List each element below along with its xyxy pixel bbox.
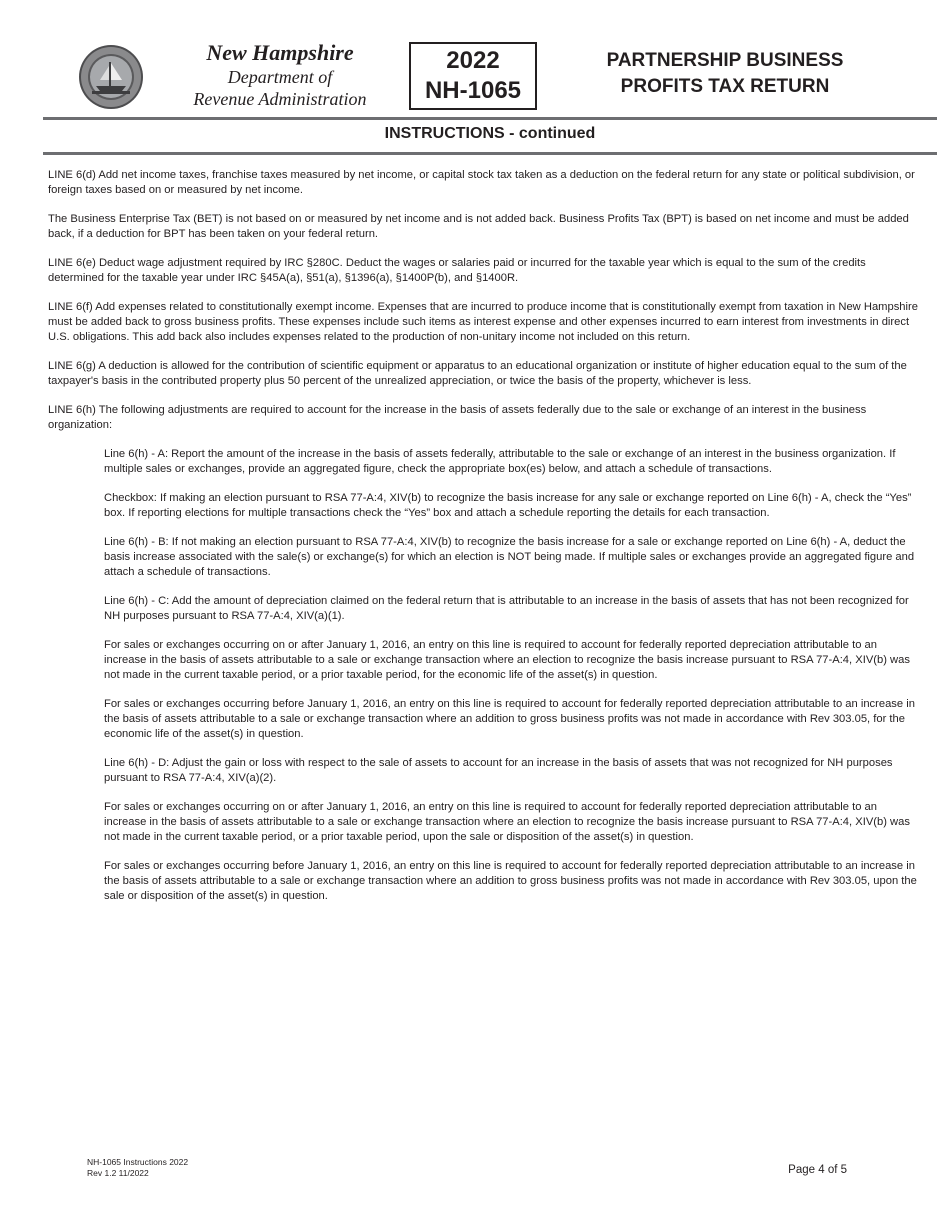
agency-department-line1: Department of — [227, 67, 333, 87]
page-number: Page 4 of 5 — [788, 1164, 847, 1176]
form-title-line2: PROFITS TAX RETURN — [620, 76, 830, 97]
paragraph-line-6h: LINE 6(h) The following adjustments are required to account for the increase in the basis of assets federally due to the sale or exchange of an interest in the business organization: — [48, 404, 867, 431]
footer-doc-title: NH-1065 Instructions 2022 — [87, 1157, 189, 1167]
paragraph-line-6f: LINE 6(f) Add expenses related to constitutionally exempt income. Expenses that are incurred to produce income that is constitutionally exempt from taxation in New Hampshire must be added back to gross business profits. These expenses include such items as interest expense and other expenses incurred to earn interest from investments in direct U.S. obligations. This add back also includes expenses related to the production of non-unitary income not included on this return. — [48, 301, 918, 343]
form-title — [570, 48, 880, 100]
paragraph-line-6h-c: Line 6(h) - C: Add the amount of depreciation claimed on the federal return that is attributable to an increase in the basis of assets that has not been recognized for NH purposes pursuant to RSA 77-A:4, XIV(a)(1). — [104, 595, 909, 622]
paragraph-line-6e: LINE 6(e) Deduct wage adjustment required by IRC §280C. Deduct the wages or salaries paid or incurred for the taxable year which is equal to the sum of the credits determined for the taxable year under IRC §45A(a), §51(a), §1396(a), §1400P(b), and §1400R. — [48, 257, 866, 284]
form-number: NH-1065 — [424, 77, 522, 104]
paragraph-bet-bpt: The Business Enterprise Tax (BET) is not based on or measured by net income and is not added back. Business Profits Tax (BPT) is based on net income and must be added back, if a deduction for BPT has been taken on your federal return. — [48, 213, 909, 240]
agency-name-block — [160, 40, 400, 110]
paragraph-6h-c-before-2016: For sales or exchanges occurring before January 1, 2016, an entry on this line is required to account for federally reported depreciation attributable to an increase in the basis of assets attributable to a sale or exchange transaction where an addition to gross business profits was not made in accordance with Rev 303.05, for the economic life of the asset(s) in question. — [104, 698, 915, 740]
paragraph-6h-d-after-2016: For sales or exchanges occurring on or after January 1, 2016, an entry on this line is required to account for federally reported depreciation attributable to an increase in the basis of assets attributable to a sale or exchange transaction where an election to recognize the basis increase pursuant to RSA 77-A:4, XIV(b) was not made in the current taxable period, or a prior taxable period, upon the sale or disposition of the asset(s) in question. — [104, 801, 910, 843]
form-year: 2022 — [446, 47, 500, 74]
footer-revision: Rev 1.2 11/2022 — [87, 1168, 149, 1178]
paragraph-checkbox: Checkbox: If making an election pursuant to RSA 77-A:4, XIV(b) to recognize the basis increase for any sale or exchange reported on Line 6(h) - A, check the “Yes” box. If reporting elections for multiple transactions check the “Yes” box and attach a schedule reporting the details for each transaction. — [104, 492, 912, 519]
agency-department-line2: Revenue Administration — [193, 89, 367, 109]
paragraph-6h-c-after-2016: For sales or exchanges occurring on or after January 1, 2016, an entry on this line is required to account for federally reported depreciation attributable to an increase in the basis of assets attributable to a sale or exchange transaction where an election to recognize the basis increase pursuant to RSA 77-A:4, XIV(b) was not made in the current taxable period, or a prior taxable period, for the economic life of the asset(s) in question. — [104, 639, 910, 681]
paragraph-line-6h-a: Line 6(h) - A: Report the amount of the increase in the basis of assets federally, attributable to the sale or exchange of an interest in the business organization. If multiple sales or exchanges, provide an aggregated figure, check the appropriate box(es) below, and attach a schedule of transactions. — [104, 448, 896, 475]
paragraph-line-6d: LINE 6(d) Add net income taxes, franchise taxes measured by net income, or capital stock tax taken as a deduction on the federal return for any state or political subdivision, or foreign taxes based on or measured by net income. — [48, 169, 915, 196]
instructions-body — [48, 168, 920, 918]
state-seal-icon — [78, 44, 144, 110]
paragraph-line-6g: LINE 6(g) A deduction is allowed for the contribution of scientific equipment or apparatus to an educational organization or institute of higher education equal to the sum of the taxpayer's basis in the contributed property plus 50 percent of the unrealized appreciation, or twice the basis of the property, whichever is less. — [48, 360, 907, 387]
section-subtitle: INSTRUCTIONS - continued — [384, 125, 596, 142]
footer-document-info — [87, 1157, 188, 1179]
header-divider-top — [43, 117, 937, 120]
header-divider-bottom — [43, 152, 937, 155]
form-title-line1: PARTNERSHIP BUSINESS — [606, 50, 844, 71]
paragraph-6h-d-before-2016: For sales or exchanges occurring before January 1, 2016, an entry on this line is required to account for federally reported depreciation attributable to an increase in the basis of assets attributable to a sale or exchange transaction where an addition to gross business profits was not made in accordance with Rev 303.05, upon the sale or disposition of the asset(s) in question. — [104, 860, 917, 902]
paragraph-line-6h-d: Line 6(h) - D: Adjust the gain or loss with respect to the sale of assets to account for an increase in the basis of assets that was not recognized for NH purposes pursuant to RSA 77-A:4, XIV(a)(2). — [104, 757, 893, 784]
page-header — [0, 0, 950, 120]
form-id-box — [409, 42, 537, 110]
paragraph-line-6h-b: Line 6(h) - B: If not making an election pursuant to RSA 77-A:4, XIV(b) to recognize the basis increase for a sale or exchange reported on Line 6(h) - A, deduct the basis increase associated with the sale(s) or exchange(s) for which an election is NOT being made. If multiple sales or exchanges provide an aggregated figure and attach a schedule of transactions. — [104, 536, 915, 578]
agency-state: New Hampshire — [206, 40, 354, 65]
